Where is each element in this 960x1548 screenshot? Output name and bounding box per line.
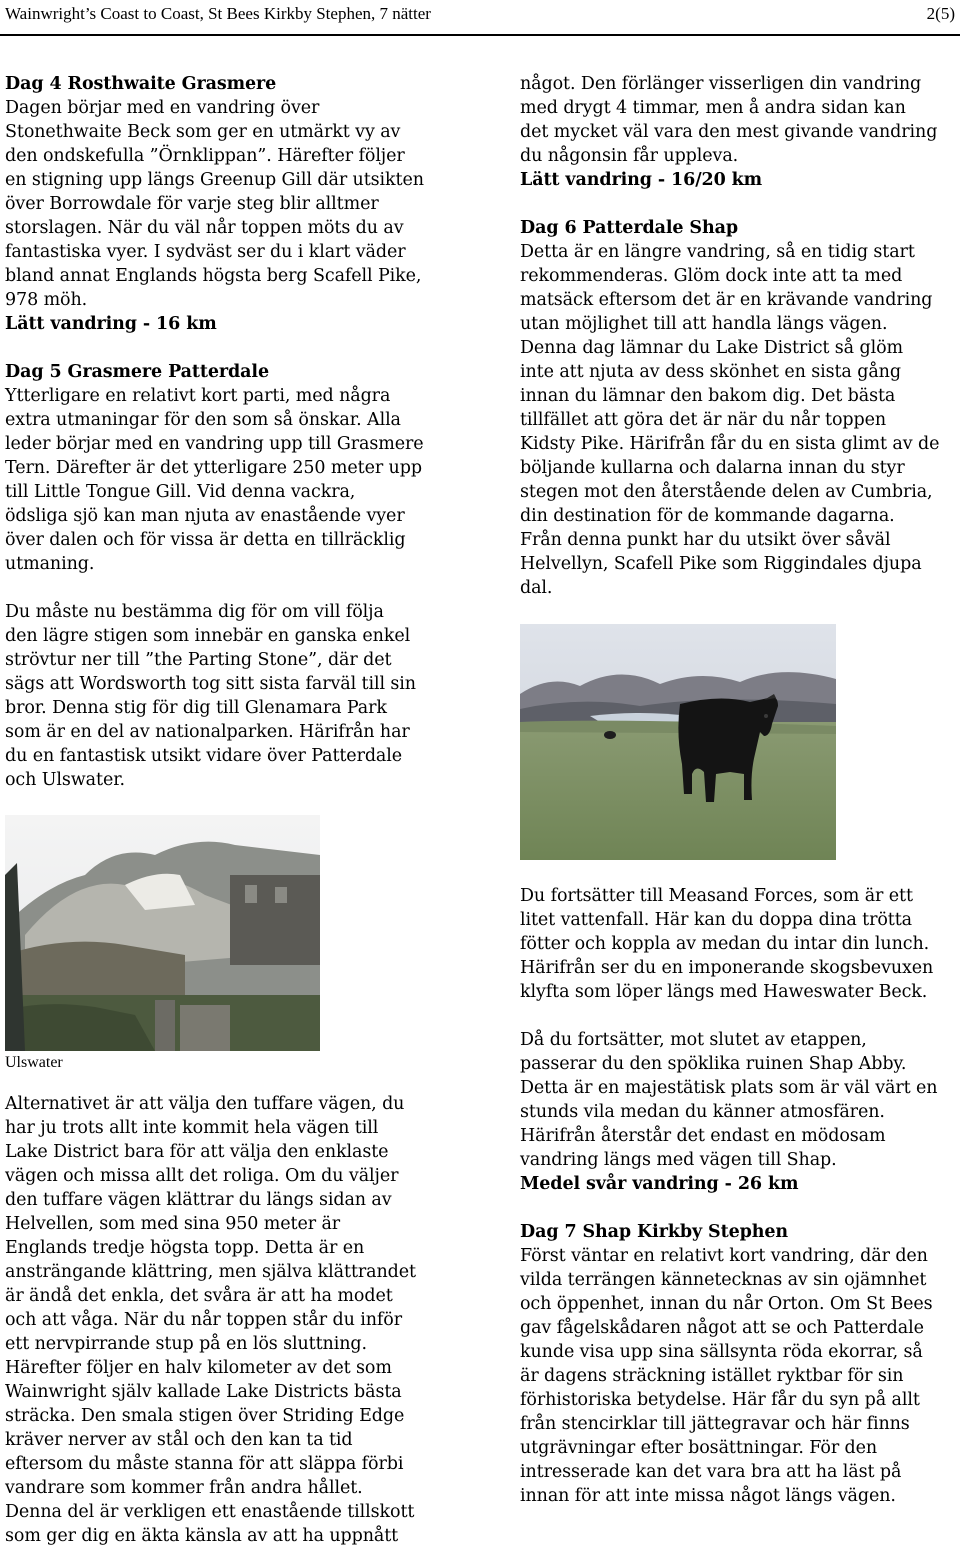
day5-para3-line: kräver nerver av stål och den kan ta tid [5, 1430, 353, 1450]
day7-heading: Dag 7 Shap Kirkby Stephen [520, 1222, 789, 1242]
day7-line: är dagens sträckning istället ryktbar för sin [520, 1366, 904, 1386]
day4-heading: Dag 4 Rosthwaite Grasmere [5, 74, 277, 94]
day7-line: från stencirklar till jättegravar och här finns [520, 1414, 910, 1434]
day6-line: Helvellyn, Scafell Pike som Riggindales djupa [520, 554, 922, 574]
day4-line: över Borrowdale för varje steg blir alltmer [5, 194, 379, 214]
day5-heading: Dag 5 Grasmere Patterdale [5, 362, 269, 382]
day6-para3-line: passerar du den spöklika ruinen Shap Abby. [520, 1054, 907, 1074]
day6-line: Detta är en längre vandring, så en tidig start [520, 242, 915, 262]
day5-para3-line: ett nervpirrande stup på en lös sluttning. [5, 1334, 367, 1354]
day5-para2-line: som är en del av nationalparken. Härifrån har [5, 722, 410, 742]
day6-line: innan du lämnar den bakom dig. Det bästa [520, 386, 896, 406]
day5-para3-line: har ju trots allt inte kommit hela vägen till [5, 1118, 379, 1138]
day7-line: förhistoriska betydelse. Här får du syn på allt [520, 1390, 920, 1410]
document-title: Wainwright’s Coast to Coast, St Bees Kirkby Stephen, 7 nätter [5, 4, 431, 23]
day6-line: Kidsty Pike. Härifrån får du en sista glimt av de [520, 434, 940, 454]
day5-para3-line: Helvellen, som med sina 950 meter är [5, 1214, 341, 1234]
day5-cont-line: du någonsin får uppleva. [520, 146, 739, 166]
day5-para2-line: strövtur ner till ”the Parting Stone”, där det [5, 650, 392, 670]
day5-para3-line: vägen och missa allt det roliga. Om du väljer [5, 1166, 399, 1186]
day6-line: utan möjlighet till att handla längs vägen. [520, 314, 888, 334]
ulswater-photo [5, 815, 320, 1051]
day5-cont-line: med drygt 4 timmar, men å andra sidan kan [520, 98, 906, 118]
day7-line: intresserade kan det vara bra att ha läst på [520, 1462, 902, 1482]
right-column-bottom [520, 884, 960, 1508]
day7-line: innan för att inte missa något längs vägen. [520, 1486, 896, 1506]
day5-para3-line: Englands tredje högsta topp. Detta är en [5, 1238, 365, 1258]
day6-para2-line: fötter och koppla av medan du intar din lunch. [520, 934, 930, 954]
day5-difficulty: Lätt vandring - 16/20 km [520, 170, 763, 190]
day6-para3-line: Detta är en majestätisk plats som är väl värt en [520, 1078, 938, 1098]
day5-para2-line: du en fantastisk utsikt vidare över Patterdale [5, 746, 403, 766]
day5-para3-line: Alternativet är att välja den tuffare vägen, du [5, 1094, 405, 1114]
day6-para3-line: vandring längs med vägen till Shap. [520, 1150, 837, 1170]
day6-para2-line: Du fortsätter till Measand Forces, som är ett [520, 886, 913, 906]
day6-line: Från denna punkt har du utsikt över såväl [520, 530, 891, 550]
right-column-top [520, 72, 960, 600]
day5-para3-line: vandrare som kommer från andra hållet. [5, 1478, 363, 1498]
day6-line: böljande kullarna och dalarna innan du styr [520, 458, 905, 478]
day6-line: matsäck eftersom det är en krävande vandring [520, 290, 933, 310]
day5-para3-line: som ger dig en äkta känsla av att ha uppnått [5, 1526, 399, 1546]
page-number: 2(5) [926, 4, 955, 23]
day6-line: din destination för de kommande dagarna. [520, 506, 895, 526]
left-column-top [5, 72, 460, 792]
day5-para3-line: är ändå det enkla, det svåra är att ha modet [5, 1286, 393, 1306]
day5-para3-line: Denna del är verkligen ett enastående tillskott [5, 1502, 415, 1522]
day5-para3-line: Lake District bara för att välja den enklaste [5, 1142, 389, 1162]
day4-line: 978 möh. [5, 290, 88, 310]
day5-line: leder börjar med en vandring upp till Grasmere [5, 434, 424, 454]
day6-para3-line: Då du fortsätter, mot slutet av etappen, [520, 1030, 867, 1050]
day4-line: en stigning upp längs Greenup Gill där utsikten [5, 170, 424, 190]
day5-line: extra utmaningar för den som så önskar. Alla [5, 410, 401, 430]
day6-para2-line: klyfta som löper längs med Haweswater Beck. [520, 982, 928, 1002]
day5-line: utmaning. [5, 554, 95, 574]
day6-line: Denna dag lämnar du Lake District så glöm [520, 338, 904, 358]
page-header [5, 3, 955, 25]
day4-line: storslagen. När du väl når toppen möts du av [5, 218, 404, 238]
day5-para3-line: sträcka. Den smala stigen över Striding Edge [5, 1406, 405, 1426]
day6-heading: Dag 6 Patterdale Shap [520, 218, 738, 238]
day6-line: inte att njuta av dess skönhet en sista gång [520, 362, 901, 382]
day5-para3-line: den tuffare vägen klättrar du längs sidan av [5, 1190, 392, 1210]
day5-line: Tern. Därefter är det ytterligare 250 meter upp [5, 458, 422, 478]
day5-para3-line: ansträngande klättring, men själva klättrandet [5, 1262, 416, 1282]
day5-para3-line: eftersom du måste stanna för att släppa förbi [5, 1454, 404, 1474]
day4-line: den ondskefulla ”Örnklippan”. Härefter följer [5, 146, 405, 166]
day6-para2-line: litet vattenfall. Här kan du doppa dina trötta [520, 910, 912, 930]
day6-para3-line: Härifrån återstår det endast en mödosam [520, 1126, 886, 1146]
day5-cont-line: något. Den förlänger visserligen din vandring [520, 74, 922, 94]
day7-line: kunde visa upp sina sällsynta röda ekorrar, så [520, 1342, 923, 1362]
day4-line: fantastiska vyer. I sydväst ser du i klart väder [5, 242, 406, 262]
day6-line: rekommenderas. Glöm dock inte att ta med [520, 266, 903, 286]
day5-cont-line: det mycket väl vara den mest givande vandring [520, 122, 938, 142]
left-column-bottom [5, 1092, 460, 1548]
day7-line: gav fågelskådaren något att se och Patterdale [520, 1318, 924, 1338]
day5-para3-line: Wainwright själv kallade Lake Districts bästa [5, 1382, 402, 1402]
day5-para2-line: bror. Denna stig för dig till Glenamara Park [5, 698, 387, 718]
day5-line: Ytterligare en relativt kort parti, med några [5, 386, 391, 406]
day6-line: dal. [520, 578, 553, 598]
day6-line: tillfället att göra det är när du når toppen [520, 410, 887, 430]
day7-line: vilda terrängen kännetecknas av sin ojämnhet [520, 1270, 927, 1290]
day5-para2-line: sägs att Wordsworth tog sitt sista farväl till sin [5, 674, 416, 694]
day6-para3-line: stunds vila medan du känner atmosfären. [520, 1102, 885, 1122]
cow-photo [520, 624, 836, 860]
day7-line: och öppenhet, innan du når Orton. Om St Bees [520, 1294, 933, 1314]
header-rule [0, 34, 960, 36]
day5-line: ödsliga sjö kan man njuta av enastående vyer [5, 506, 405, 526]
day5-para2-line: den lägre stigen som innebär en ganska enkel [5, 626, 411, 646]
day4-line: Dagen börjar med en vandring över [5, 98, 320, 118]
day7-line: utgrävningar efter bosättningar. För den [520, 1438, 878, 1458]
day5-para2-line: och Ulswater. [5, 770, 126, 790]
day6-para2-line: Härifrån ser du en imponerande skogsbevuxen [520, 958, 934, 978]
day4-line: Stonethwaite Beck som ger en utmärkt vy av [5, 122, 401, 142]
day5-para3-line: Härefter följer en halv kilometer av det som [5, 1358, 392, 1378]
day6-difficulty: Medel svår vandring - 26 km [520, 1174, 799, 1194]
day5-para3-line: och att våga. När du når toppen står du inför [5, 1310, 402, 1330]
day6-line: stegen mot den återstående delen av Cumbria, [520, 482, 933, 502]
day5-line: över dalen och för vissa är detta en tillräcklig [5, 530, 406, 550]
day5-para2-line: Du måste nu bestämma dig för om vill följa [5, 602, 384, 622]
day4-difficulty: Lätt vandring - 16 km [5, 314, 217, 334]
day7-line: Först väntar en relativt kort vandring, där den [520, 1246, 928, 1266]
day4-line: bland annat Englands högsta berg Scafell Pike, [5, 266, 422, 286]
photo-caption: Ulswater [5, 1054, 63, 1071]
day5-line: till Little Tongue Gill. Vid denna vackra, [5, 482, 356, 502]
